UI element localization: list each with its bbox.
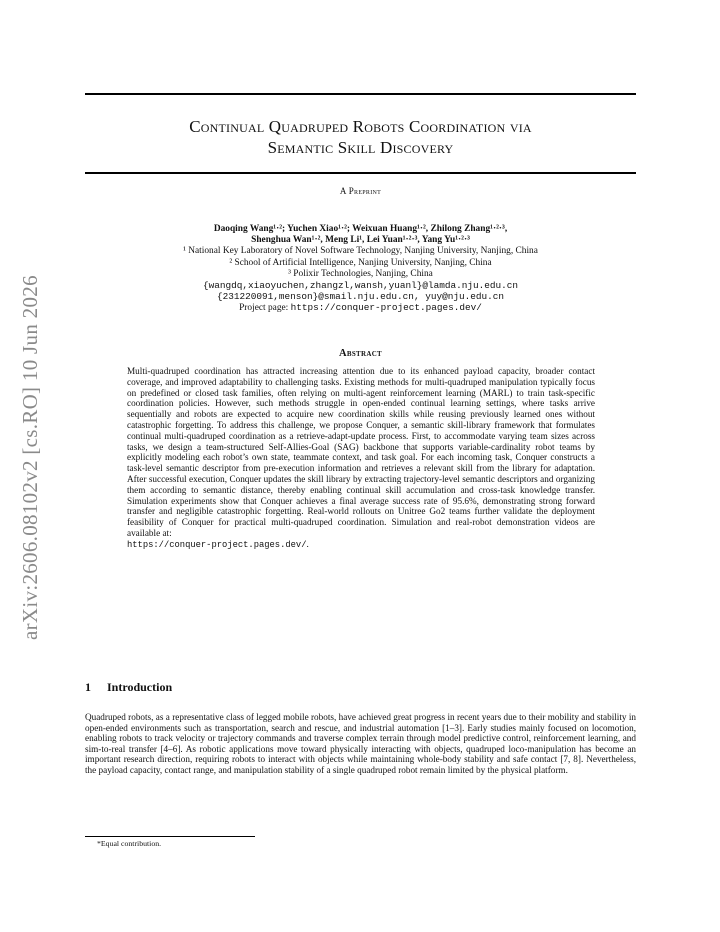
title-bottom-rule [85, 172, 636, 174]
affiliation-1: ¹ National Key Laboratory of Novel Software Technology, Nanjing University, Nanjing, China [183, 246, 538, 257]
affiliation-3: ³ Polixir Technologies, Nanjing, China [288, 268, 433, 279]
author-names-line-1: Daoqing Wang¹·²; Yuchen Xiao¹·²; Weixuan Huang¹·², Zhilong Zhang¹·²·³, [213, 224, 508, 234]
introduction-paragraph: Quadruped robots, as a representative class of legged mobile robots, have achieved great progress in recent years due to their mobility and stability in open-ended environments such as transportation, search and rescue, and industrial automation [1–3]. Early studies mainly focused on locomotion, enabling robots to track velocity or trajectory commands and traverse complex terrain through model predictive control, reinforcement learning, and sim-to-real transfer [4–6]. As robotic applications move toward physically interacting with objects, quadruped loco-manipulation has become an important research direction, requiring robots to interact with objects while maintaining whole-body stability and safe contact [7, 8]. Nevertheless, the payload capacity, contact range, and manipulation stability of a single quadruped robot remain limited by the physical platform. [85, 712, 636, 775]
author-names-line-2: Shenghua Wan¹·², Meng Li¹, Lei Yuan¹·²·³, Yang Yu¹·²·³ [251, 235, 470, 246]
abstract-body [127, 366, 595, 551]
footnote-rule [85, 836, 255, 837]
section-heading-introduction [85, 680, 172, 695]
section-number: 1 [85, 680, 91, 694]
paper-title-line-2: Semantic Skill Discovery [267, 138, 454, 157]
project-page [85, 302, 636, 314]
arxiv-identifier: arXiv:2606.08102v2 [cs.RO] 10 Jun 2026 [18, 275, 42, 640]
project-page-link[interactable]: https://conquer-project.pages.dev/ [290, 302, 482, 314]
abstract-text: Multi-quadruped coordination has attracted increasing attention due to its enhanced payload capacity, broader contact coverage, and improved adaptability to challenging tasks. Existing methods for multi-quadruped manipulation typically focus on predefined or closed task families, often relying on multi-agent reinforcement learning (MARL) to train task-specific coordination policies. However, such methods struggle in open-ended continual learning settings, where tasks arrive sequentially and robots are expected to acquire new coordination skills while reusing previously learned ones without catastrophic forgetting. To address this challenge, we propose Conquer, a semantic skill-library framework that formulates continual multi-quadruped coordination as a retrieve-adapt-update process. First, to accommodate varying team sizes across tasks, we design a team-structured Self-Allies-Goal (SAG) backbone that supports variable-cardinality robot teams by explicitly modeling each robot’s own state, teammate context, and task goal. For each incoming task, Conquer constructs a task-level semantic descriptor from pre-execution information and retrieves a relevant skill from the library for adaptation. After successful execution, Conquer updates the skill library by extracting trajectory-level semantic descriptors and organizing them according to semantic distance, thereby enabling continual skill accumulation and cross-task knowledge transfer. Simulation experiments show that Conquer achieves a final average success rate of 95.6%, demonstrating strong forward transfer and negligible catastrophic forgetting. Real-world rollouts on Unitree Go2 teams further validate the deployment feasibility of Conquer for practical multi-quadruped coordination. Simulation and real-robot demonstration videos are available at: [127, 366, 595, 538]
affiliation-2: ² School of Artificial Intelligence, Nanjing University, Nanjing, China [229, 257, 492, 268]
author-emails-2: {231220091,menson}@smail.nju.edu.cn, yuy@nju.edu.cn [217, 291, 504, 303]
abstract-heading: Abstract [338, 348, 383, 359]
project-page-label: Project page: [239, 303, 289, 314]
paper-title [85, 116, 636, 158]
section-title: Introduction [107, 680, 173, 694]
author-emails-1: {wangdq,xiaoyuchen,zhangzl,wansh,yuanl}@lamda.nju.edu.cn [202, 280, 519, 292]
preprint-label: A Preprint [339, 186, 382, 196]
author-block [85, 224, 636, 315]
footnote-equal-contribution: *Equal contribution. [97, 839, 162, 848]
title-top-rule [85, 93, 636, 95]
abstract-project-link[interactable]: https://conquer-project.pages.dev/ [127, 539, 307, 550]
abstract-url-suffix: . [306, 538, 309, 549]
paper-title-line-1: Continual Quadruped Robots Coordination via [189, 117, 532, 136]
